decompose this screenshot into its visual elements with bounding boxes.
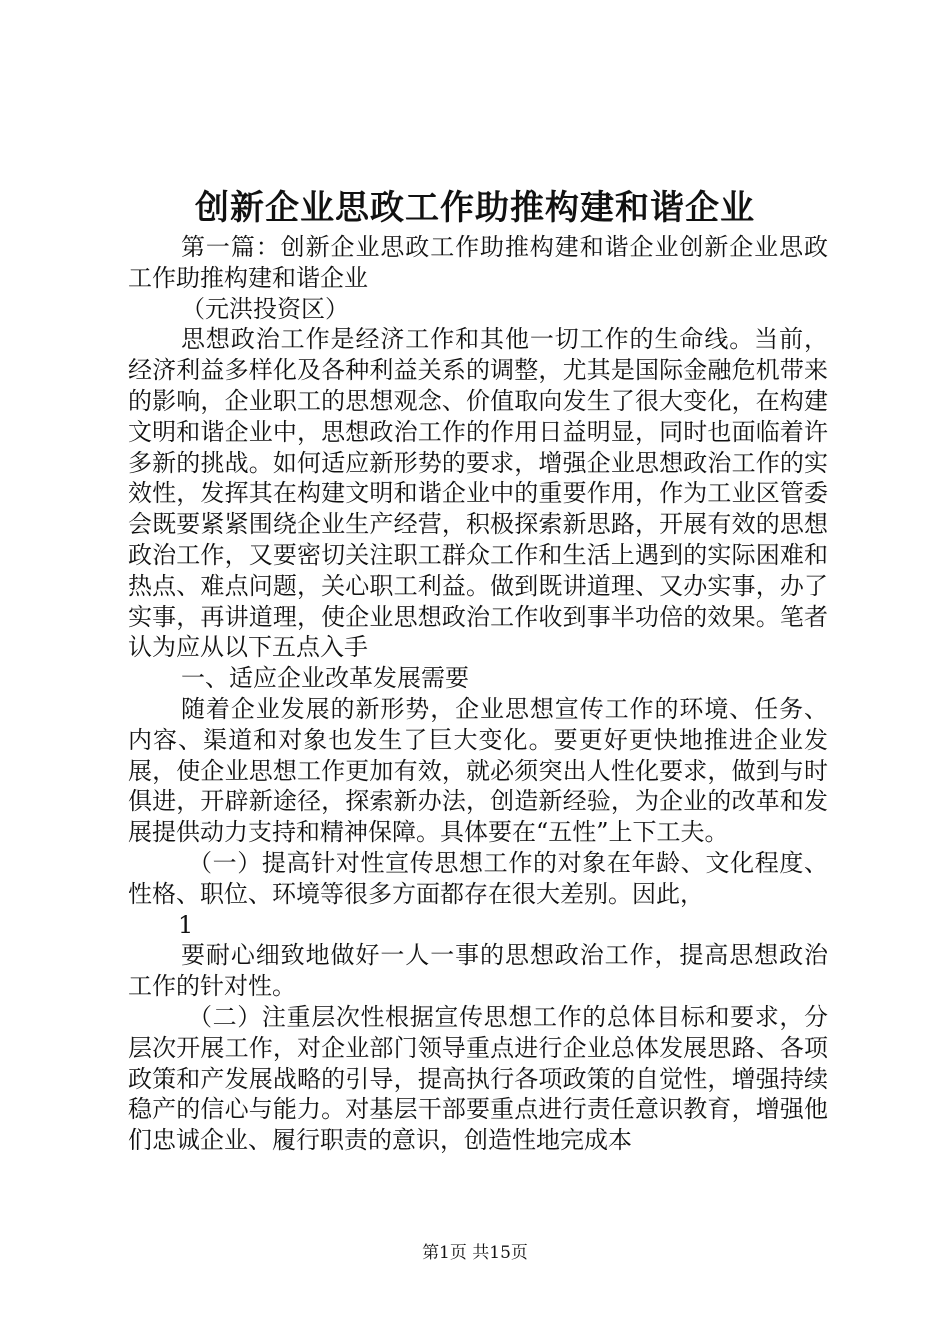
subsection-1: （一）提高针对性宣传思想工作的对象在年龄、文化程度、性格、职位、环境等很多方面都存在很大差别。因此， [128,848,828,908]
subsection-2: （二）注重层次性根据宣传思想工作的总体目标和要求，分层次开展工作，对企业部门领导重点进行企业总体发展思路、各项政策和产发展战略的引导，提高执行各项政策的自觉性，增强持续稳产的信心与能力。对基层干部要重点进行责任意识教育，增强他们忠诚企业、履行职责的意识，创造性地完成本 [128,1002,828,1155]
paragraph-intro: 第一篇：创新企业思政工作助推构建和谐企业创新企业思政工作助推构建和谐企业 [128,233,828,292]
document-title: 创新企业思政工作助推构建和谐企业 [195,188,755,228]
page-footer: 第1页 共15页 [422,1243,528,1263]
document-body [128,232,828,1156]
paragraph-body-3: 要耐心细致地做好一人一事的思想政治工作，提高思想政治工作的针对性。 [128,941,828,1001]
paragraph-source: （元洪投资区） [181,294,349,323]
paragraph-body-2: 随着企业发展的新形势，企业思想宣传工作的环境、任务、内容、渠道和对象也发生了巨大变化。要更好更快地推进企业发展，使企业思想工作更加有效，就必须突出人性化要求，做到与时俱进，开辟新途径，探索新办法，创造新经验，为企业的改革和发展提供动力支持和精神保障。具体要在“五性”上下工夫。 [128,694,828,847]
section-heading-1: 一、适应企业改革发展需要 [181,664,469,693]
inline-page-number: 1 [178,910,194,939]
paragraph-body-1: 思想政治工作是经济工作和其他一切工作的生命线。当前，经济利益多样化及各种利益关系的调整，尤其是国际金融危机带来的影响，企业职工的思想观念、价值取向发生了很大变化，在构建文明和谐企业中，思想政治工作的作用日益明显，同时也面临着许多新的挑战。如何适应新形势的要求，增强企业思想政治工作的实效性，发挥其在构建文明和谐企业中的重要作用，作为工业区管委会既要紧紧围绕企业生产经营，积极探索新思路，开展有效的思想政治工作，又要密切关注职工群众工作和生活上遇到的实际困难和热点、难点问题，关心职工利益。做到既讲道理、又办实事，办了实事，再讲道理，使企业思想政治工作收到事半功倍的效果。笔者认为应从以下五点入手 [128,325,828,662]
